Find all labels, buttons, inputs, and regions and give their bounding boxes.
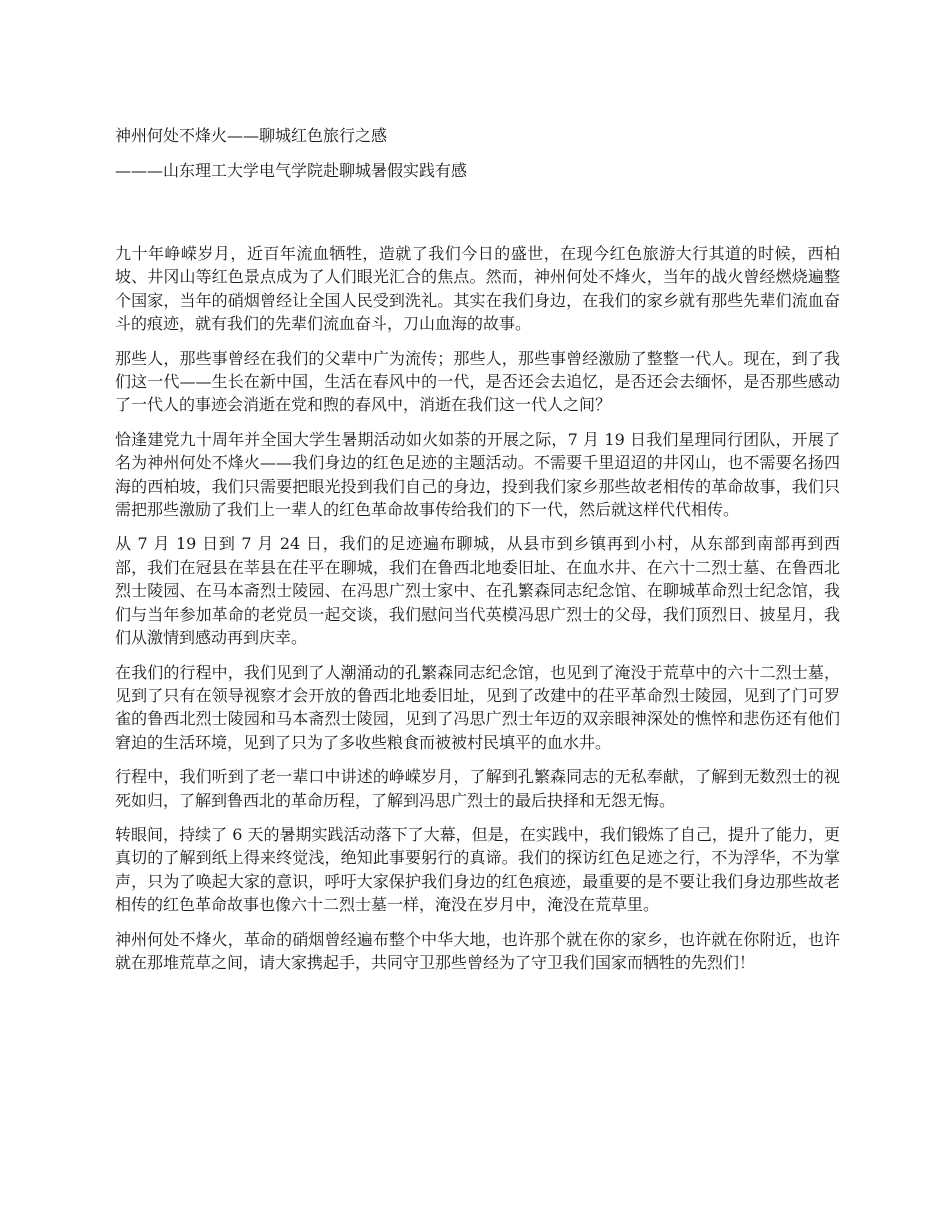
paragraph-2: 那些人，那些事曾经在我们的父辈中广为流传；那些人，那些事曾经激励了整整一代人。现在，到了我们这一代——生长在新中国，生活在春风中的一代，是否还会去追忆，是否还会去缅怀，是否那些感动了一代人的事迹会消逝在党和煦的春风中，消逝在我们这一代人之间？ (115, 348, 840, 415)
paragraph-8: 神州何处不烽火，革命的硝烟曾经遍布整个中华大地，也许那个就在你的家乡，也许就在你附近，也许就在那堆荒草之间，请大家携起手，共同守卫那些曾经为了守卫我们国家而牺牲的先烈们！ (115, 929, 840, 972)
paragraph-3: 恰逢建党九十周年并全国大学生暑期活动如火如荼的开展之际，7 月 19 日我们星理同行团队，开展了名为神州何处不烽火——我们身边的红色足迹的主题活动。不需要千里迢迢的井冈山，也不需要名扬四海的西柏坡，我们只需要把眼光投到我们自己的身边，投到我们家乡那些故老相传的革命故事，我们只需把那些激励了我们上一辈人的红色革命故事传给我们的下一代，然后就这样代代相传。 (115, 429, 840, 520)
paragraph-1: 九十年峥嵘岁月，近百年流血牺牲，造就了我们今日的盛世，在现今红色旅游大行其道的时候，西柏坡、井冈山等红色景点成为了人们眼光汇合的焦点。然而，神州何处不烽火，当年的战火曾经燃烧遍整个国家，当年的硝烟曾经让全国人民受到洗礼。其实在我们身边，在我们的家乡就有那些先辈们流血奋斗的痕迹，就有我们的先辈们流血奋斗，刀山血海的故事。 (115, 244, 840, 334)
paragraph-6: 行程中，我们听到了老一辈口中讲述的峥嵘岁月，了解到孔繁森同志的无私奉献，了解到无数烈士的视死如归，了解到鲁西北的革命历程，了解到冯思广烈士的最后抉择和无怨无悔。 (115, 767, 840, 810)
paragraph-5: 在我们的行程中，我们见到了人潮涌动的孔繁森同志纪念馆，也见到了淹没于荒草中的六十二烈士墓，见到了只有在领导视察才会开放的鲁西北地委旧址，见到了改建中的茌平革命烈士陵园，见到了门可罗雀的鲁西北烈士陵园和马本斋烈士陵园，见到了冯思广烈士年迈的双亲眼神深处的憔悴和悲伤还有他们窘迫的生活环境，见到了只为了多收些粮食而被被村民填平的血水井。 (115, 662, 840, 752)
paragraph-7: 转眼间，持续了 6 天的暑期实践活动落下了大幕，但是，在实践中，我们锻炼了自己，提升了能力，更真切的了解到纸上得来终觉浅，绝知此事要躬行的真谛。我们的探访红色足迹之行，不为浮华，不为掌声，只为了唤起大家的意识，呼吁大家保护我们身边的红色痕迹，最重要的是不要让我们身边那些故老相传的红色革命故事也像六十二烈士墓一样，淹没在岁月中，淹没在荒草里。 (115, 824, 840, 915)
document-page (115, 124, 840, 985)
paragraph-4: 从 7 月 19 日到 7 月 24 日，我们的足迹遍布聊城，从县市到乡镇再到小村，从东部到南部再到西部，我们在冠县在莘县在茌平在聊城，我们在鲁西北地委旧址、在血水井、在六十二烈士墓、在鲁西北烈士陵园、在马本斋烈士陵园、在冯思广烈士家中、在孔繁森同志纪念馆、在聊城革命烈士纪念馆，我们与当年参加革命的老党员一起交谈，我们慰问当代英模冯思广烈士的父母，我们顶烈日、披星月，我们从激情到感动再到庆幸。 (115, 534, 840, 648)
document-title: 神州何处不烽火——聊城红色旅行之感 (115, 126, 388, 145)
document-subtitle: ———山东理工大学电气学院赴聊城暑假实践有感 (115, 161, 468, 180)
